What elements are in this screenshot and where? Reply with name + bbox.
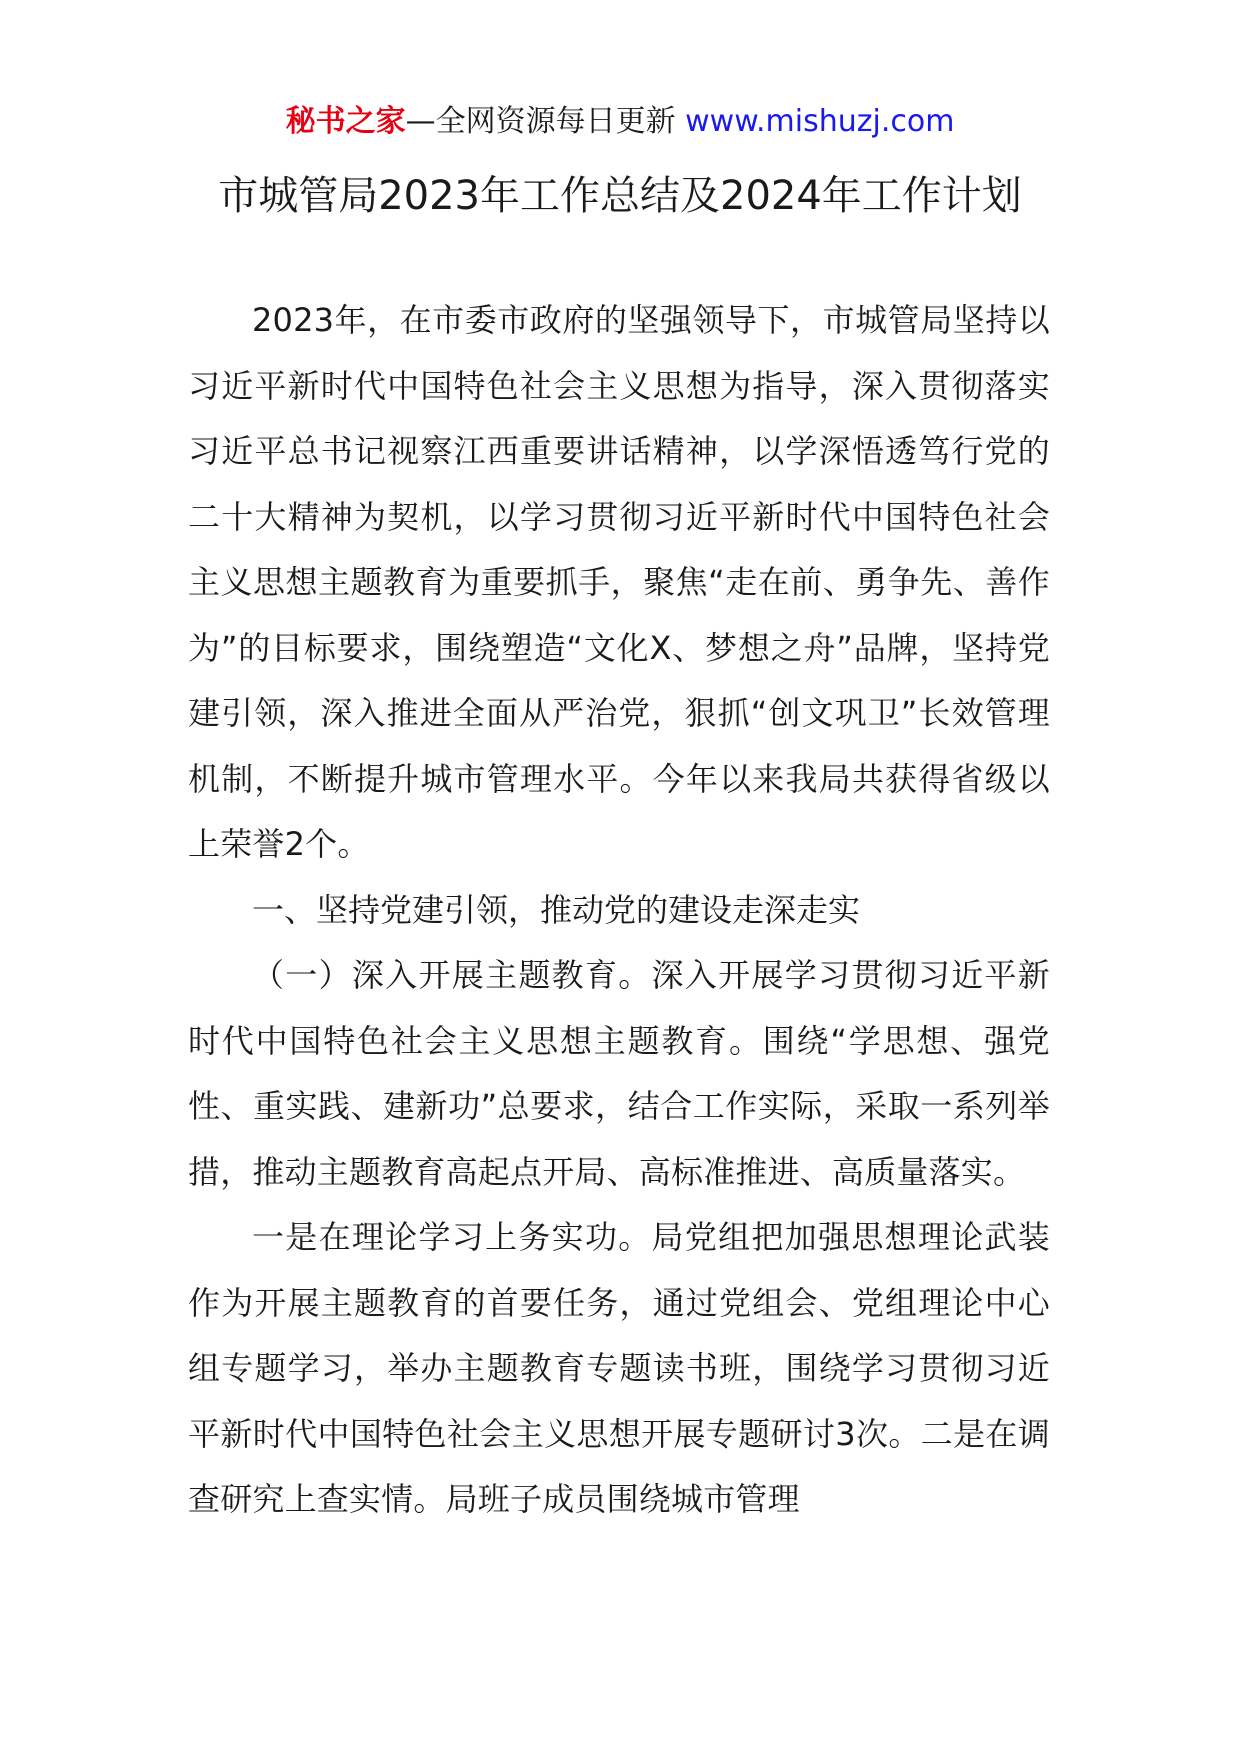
intro-paragraph: 2023年，在市委市政府的坚强领导下，市城管局坚持以习近平新时代中国特色社会主义思想为指导，深入贯彻落实习近平总书记视察江西重要讲话精神，以学深悟透笃行党的二十大精神为契机，以学习贯彻习近平新时代中国特色社会主义思想主题教育为重要抓手，聚焦“走在前、勇争先、善作为”的目标要求，围绕塑造“文化X、梦想之舟”品牌，坚持党建引领，深入推进全面从严治党，狠抓“创文巩卫”长效管理机制，不断提升城市管理水平。今年以来我局共获得省级以上荣誉2个。 (188, 301, 1050, 863)
subsection-paragraph-1: （一）深入开展主题教育。深入开展学习贯彻习近平新时代中国特色社会主义思想主题教育。围绕“学思想、强党性、重实践、建新功”总要求，结合工作实际，采取一系列举措，推动主题教育高起点开局、高标准推进、高质量落实。 (188, 956, 1050, 1191)
brand-name: 秘书之家 (285, 104, 406, 139)
site-url-link[interactable]: www.mishuzj.com (685, 104, 955, 139)
section-heading-1: 一、坚持党建引领，推动党的建设走深走实 (252, 890, 861, 929)
site-header (0, 100, 1240, 144)
body-paragraph: 一是在理论学习上务实功。局党组把加强思想理论武装作为开展主题教育的首要任务，通过党组会、党组理论中心组专题学习，举办主题教育专题读书班，围绕学习贯彻习近平新时代中国特色社会主义思想开展专题研讨3次。二是在调查研究上查实情。局班子成员围绕城市管理 (188, 1218, 1050, 1518)
header-slogan: —全网资源每日更新 (405, 104, 676, 139)
document-body (188, 288, 1050, 1533)
document-title: 市城管局2023年工作总结及2024年工作计划 (218, 173, 1022, 219)
